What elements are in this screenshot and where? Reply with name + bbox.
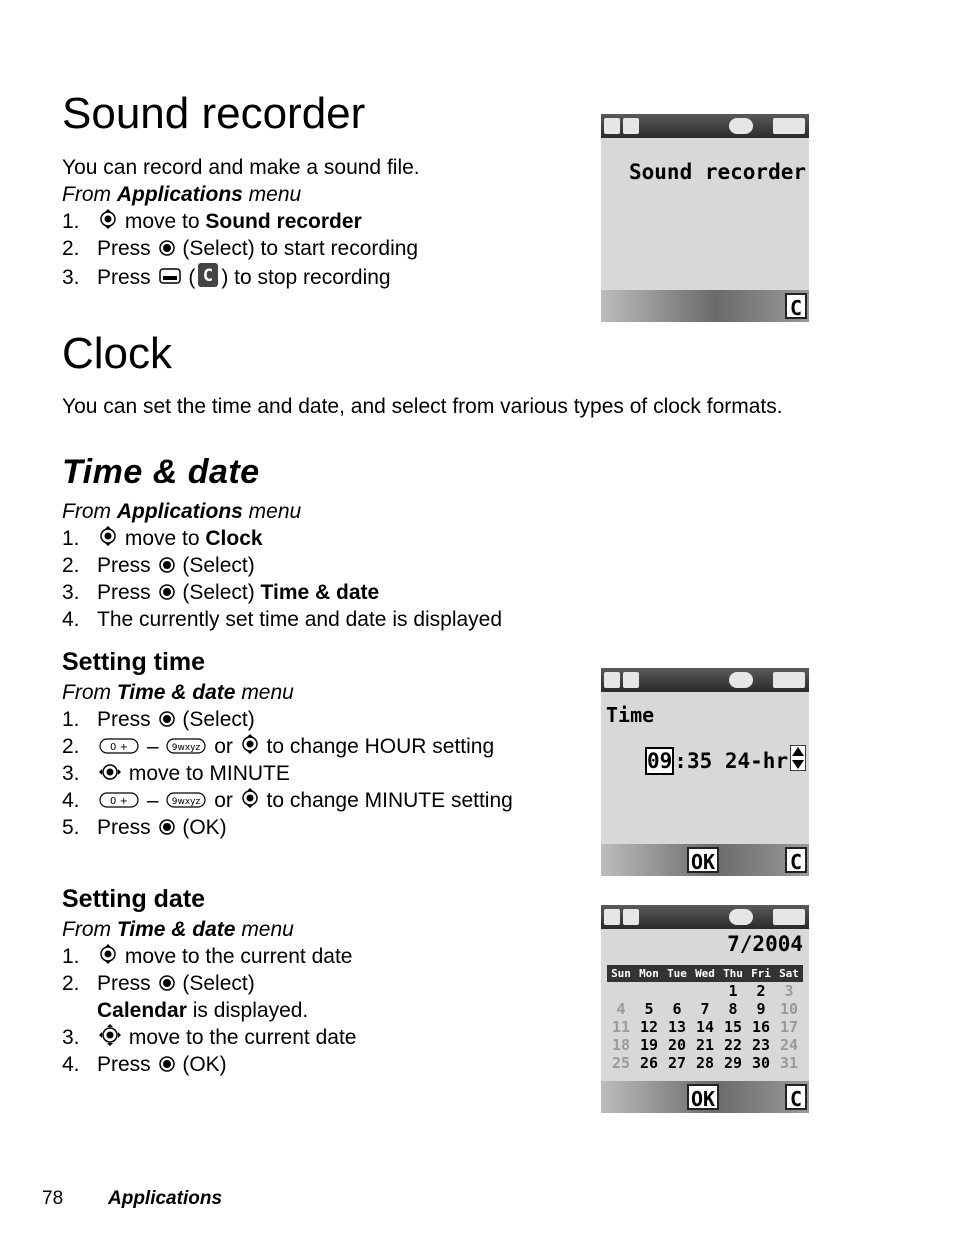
footer-section: Applications — [108, 1188, 223, 1209]
hour-value[interactable]: 09 — [647, 748, 673, 773]
calendar-day — [607, 982, 635, 1000]
select-key-icon — [159, 236, 175, 263]
signal-icon — [773, 672, 805, 688]
weekday: Fri — [751, 967, 771, 980]
nav-updown-icon — [99, 209, 117, 236]
nav-updown-icon — [241, 734, 259, 761]
ring-icon — [729, 672, 753, 688]
calendar-day[interactable]: 9 — [756, 1000, 766, 1018]
weekday: Sat — [779, 967, 799, 980]
calendar-day[interactable]: 7 — [700, 1000, 710, 1018]
calendar-week-row — [607, 1000, 803, 1018]
sound-recorder-intro: You can record and make a sound file. — [62, 156, 420, 179]
clock-intro: You can set the time and date, and select from various types of clock formats. — [62, 395, 783, 418]
time-setting-screen — [601, 668, 809, 876]
calendar-day — [691, 982, 719, 1000]
setting-time-from: From Time & date menu — [62, 681, 294, 704]
weekday: Sun — [611, 967, 631, 980]
c-key-icon — [197, 262, 219, 295]
svg-text:0 +: 0 + — [110, 741, 128, 753]
step: 4. The currently set time and date is displayed — [62, 608, 503, 631]
calendar-day[interactable]: 22 — [723, 1036, 743, 1054]
sound-recorder-from: From Applications menu — [62, 183, 302, 206]
ok-softkey[interactable]: OK — [687, 847, 719, 873]
svg-text:9wxyz: 9wxyz — [172, 742, 201, 753]
step: 1. move to the current date — [62, 943, 356, 970]
softkey-bar — [601, 844, 809, 876]
calendar-day[interactable]: 31 — [779, 1054, 799, 1072]
status-bar — [601, 905, 809, 929]
setting-date-from: From Time & date menu — [62, 918, 294, 941]
calendar-day — [635, 982, 663, 1000]
select-key-icon — [159, 553, 175, 580]
step: 1. Press (Select) — [62, 706, 513, 733]
clear-softkey[interactable]: C — [785, 1084, 807, 1110]
setting-time-instructions — [62, 679, 513, 841]
time-date-instructions — [62, 498, 502, 633]
zero-key-icon — [99, 788, 139, 815]
select-key-icon — [159, 971, 175, 998]
nav-updown-icon — [99, 526, 117, 553]
sound-recorder-instructions — [62, 154, 420, 289]
calendar-day[interactable]: 5 — [644, 1000, 654, 1018]
ok-softkey[interactable]: OK — [687, 1084, 719, 1110]
sound-recorder-screen — [601, 114, 809, 322]
calendar-weeks — [607, 982, 803, 1072]
select-key-icon — [159, 1052, 175, 1079]
nav-4way-icon — [99, 1024, 121, 1053]
select-key-icon — [159, 707, 175, 734]
calendar-day[interactable]: 28 — [695, 1054, 715, 1072]
select-key-icon — [159, 580, 175, 607]
nine-key-icon — [166, 734, 206, 761]
calendar-day[interactable]: 8 — [728, 1000, 738, 1018]
setting-time-title: Setting time — [62, 648, 206, 676]
setting-date-title: Setting date — [62, 885, 206, 913]
calendar-week-row — [607, 982, 803, 1000]
calendar-grid — [607, 965, 803, 1072]
time-field[interactable] — [645, 745, 806, 776]
updown-arrows-icon — [790, 745, 806, 776]
calendar-day[interactable]: 13 — [667, 1018, 687, 1036]
calendar-day[interactable]: 3 — [784, 982, 794, 1000]
svg-text:0 +: 0 + — [110, 795, 128, 807]
screen-heading: Time — [606, 703, 655, 727]
calendar-day[interactable]: 10 — [779, 1000, 799, 1018]
calendar-day[interactable]: 24 — [779, 1036, 799, 1054]
nine-key-icon — [166, 788, 206, 815]
calendar-day[interactable]: 19 — [639, 1036, 659, 1054]
time-date-title: Time & date — [62, 453, 260, 491]
calendar-day[interactable]: 2 — [756, 982, 766, 1000]
calendar-week-row — [607, 1036, 803, 1054]
ring-icon — [729, 909, 753, 925]
step: 4. 0 + – 9wxyz or to change MINUTE setting — [62, 787, 513, 814]
calendar-day[interactable]: 11 — [611, 1018, 631, 1036]
calendar-screen — [601, 905, 809, 1113]
signal-icon — [773, 909, 805, 925]
step: 2. Press (Select) — [62, 970, 356, 997]
setting-date-instructions — [62, 916, 356, 1078]
calendar-week-row — [607, 1018, 803, 1036]
battery-icon — [604, 118, 620, 134]
calendar-day[interactable]: 23 — [751, 1036, 771, 1054]
status-bar — [601, 668, 809, 692]
step: 4. Press (OK) — [62, 1051, 356, 1078]
step: 5. Press (OK) — [62, 814, 513, 841]
time-date-from: From Applications menu — [62, 500, 302, 523]
softkey-bar — [601, 1081, 809, 1113]
ring-icon — [729, 118, 753, 134]
calendar-day[interactable]: 6 — [672, 1000, 682, 1018]
softkey-right-icon — [159, 265, 181, 292]
step: 2. Press (Select) to start recording — [62, 235, 420, 262]
select-key-icon — [159, 815, 175, 842]
calendar-day[interactable]: 1 — [728, 982, 738, 1000]
calendar-day[interactable]: 17 — [779, 1018, 799, 1036]
step: 2. 0 + – 9wxyz or to change HOUR setting — [62, 733, 513, 760]
step: 1. move to Clock — [62, 525, 502, 552]
calendar-day[interactable]: 16 — [751, 1018, 771, 1036]
step: 2. Press (Select) — [62, 552, 502, 579]
svg-text:C: C — [203, 266, 214, 286]
calendar-day[interactable]: 14 — [695, 1018, 715, 1036]
calendar-day[interactable]: 21 — [695, 1036, 715, 1054]
page-number: 78 — [42, 1188, 64, 1209]
phone-icon — [623, 672, 639, 688]
svg-text:9wxyz: 9wxyz — [172, 796, 201, 807]
step: 3. Press (Select) Time & date — [62, 579, 502, 606]
minute-format: :35 24-hr — [674, 748, 789, 773]
softkey-bar — [601, 290, 809, 322]
calendar-week-row — [607, 1054, 803, 1072]
clear-softkey[interactable]: C — [785, 847, 807, 873]
calendar-day[interactable]: 26 — [639, 1054, 659, 1072]
calendar-day[interactable]: 27 — [667, 1054, 687, 1072]
step: 3. move to MINUTE — [62, 760, 513, 787]
battery-icon — [604, 909, 620, 925]
calendar-weekdays — [607, 965, 803, 982]
step: 1. move to Sound recorder — [62, 208, 420, 235]
calendar-day[interactable]: 4 — [616, 1000, 626, 1018]
calendar-day[interactable]: 20 — [667, 1036, 687, 1054]
clear-softkey[interactable]: C — [785, 293, 807, 319]
nav-updown-icon — [99, 944, 117, 971]
zero-key-icon — [99, 734, 139, 761]
weekday: Thu — [723, 967, 743, 980]
clock-title: Clock — [62, 329, 173, 378]
calendar-day[interactable]: 29 — [723, 1054, 743, 1072]
nav-updown-icon — [241, 788, 259, 815]
calendar-day — [663, 982, 691, 1000]
calendar-day[interactable]: 18 — [611, 1036, 631, 1054]
calendar-day[interactable]: 30 — [751, 1054, 771, 1072]
calendar-day[interactable]: 12 — [639, 1018, 659, 1036]
screen-heading: Sound recorder — [629, 160, 807, 184]
nav-leftright-icon — [99, 761, 121, 788]
calendar-day[interactable]: 25 — [611, 1054, 631, 1072]
weekday: Mon — [639, 967, 659, 980]
weekday: Tue — [667, 967, 687, 980]
status-bar — [601, 114, 809, 138]
battery-icon — [604, 672, 620, 688]
step-note: Calendar is displayed. — [97, 999, 309, 1022]
phone-icon — [623, 118, 639, 134]
calendar-month: 7/2004 — [727, 932, 803, 956]
calendar-day[interactable]: 15 — [723, 1018, 743, 1036]
step: 3. Press ( C ) to stop recording — [62, 262, 420, 289]
sound-recorder-title: Sound recorder — [62, 89, 366, 138]
weekday: Wed — [695, 967, 715, 980]
signal-icon — [773, 118, 805, 134]
step: 3. move to the current date — [62, 1024, 356, 1051]
phone-icon — [623, 909, 639, 925]
